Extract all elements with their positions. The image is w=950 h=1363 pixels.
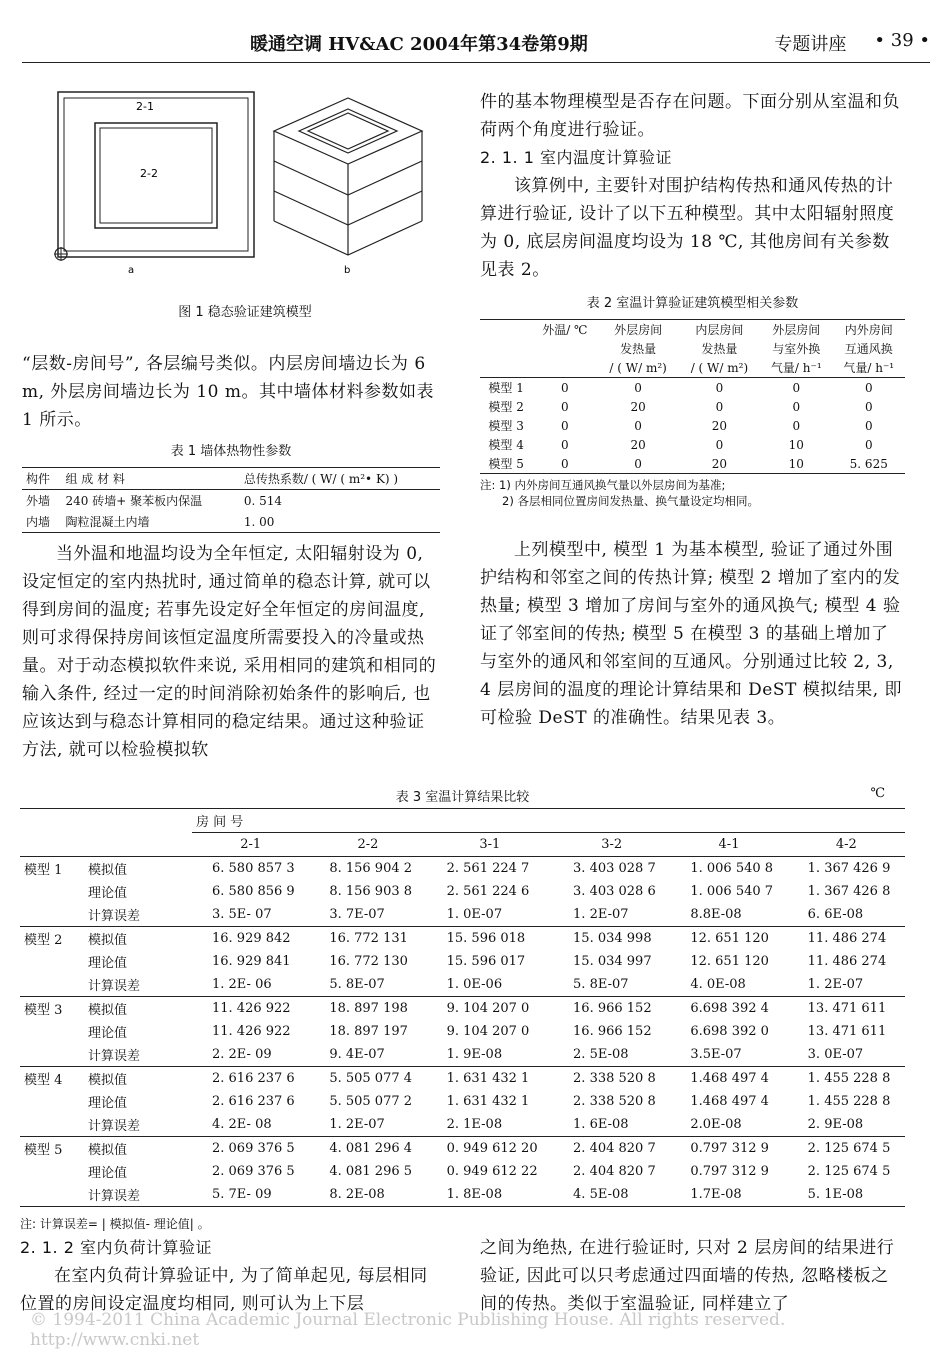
table-cell: 3.5E-07 (690, 1047, 742, 1062)
table-cell: 1. 367 426 9 (807, 861, 891, 876)
table-2-header: 气量/ h⁻¹ (770, 361, 822, 375)
table-3 (20, 786, 905, 1232)
bottom-right (480, 1234, 905, 1318)
model-label (20, 1183, 84, 1207)
bottom-right-text: 之间为绝热, 在进行验证时, 只对 2 层房间的结果进行验证, 因此可以只考虑通过四面墙的传热, 忽略楼板之间的传热。类似于室温验证, 同样建立了 (480, 1238, 895, 1314)
table-cell: 20 (711, 456, 728, 471)
row-label: 理论值 (88, 956, 128, 971)
table-cell: 16. 929 842 (212, 931, 291, 946)
table-2-header (480, 339, 532, 358)
table-row (22, 511, 440, 533)
table-cell: 13. 471 611 (807, 1001, 887, 1016)
table-cell: 11. 426 922 (212, 1024, 291, 1039)
table-cell: 8. 156 904 2 (329, 861, 413, 876)
model-label (20, 1090, 84, 1113)
section-title: 专题讲座 (774, 34, 847, 55)
table-cell: 18. 897 198 (329, 1001, 408, 1016)
table-cell: 2. 616 237 6 (212, 1094, 295, 1109)
table-2-header-row (480, 358, 905, 378)
table-cell: 8. 156 903 8 (329, 884, 413, 899)
table-cell: 2. 069 376 5 (212, 1164, 295, 1179)
figure-1 (40, 75, 460, 305)
table-2-header: 与室外换 (772, 342, 821, 356)
room-header: 4-2 (835, 837, 857, 852)
table-cell: 0 (561, 437, 569, 452)
table-2-title: 表 2 室温计算验证建筑模型相关参数 (586, 296, 799, 311)
table-row (480, 378, 905, 398)
table-cell: 1.7E-08 (690, 1187, 742, 1202)
table-row (20, 950, 905, 973)
table-cell: 12. 651 120 (690, 931, 769, 946)
model-label (20, 903, 84, 927)
model-label: 模型 3 (24, 1003, 63, 1018)
table-cell: 2. 1E-08 (446, 1117, 503, 1132)
table-row (20, 857, 905, 881)
table-2-header-row (480, 320, 905, 340)
row-label: 计算误差 (88, 1119, 141, 1134)
label-b: b (344, 265, 351, 276)
table-2-header: 发热量 (620, 342, 657, 356)
table-cell: 1. 2E-07 (329, 1117, 385, 1132)
bottom-left-text: 在室内负荷计算验证中, 为了简单起见, 每层相同位置的房间设定温度均相同, 则可认为上下层 (20, 1266, 428, 1314)
row-label: 模拟值 (88, 1143, 128, 1158)
room-header: 4-1 (718, 837, 740, 852)
table-2-header: 发热量 (701, 342, 738, 356)
table-cell: 5. 7E- 09 (212, 1187, 272, 1202)
table-cell: 15. 596 017 (446, 954, 526, 969)
table-cell: 10 (788, 456, 804, 471)
roof-inner-room-2 (308, 113, 388, 149)
row-label: 计算误差 (88, 909, 141, 924)
table-cell: 3. 403 028 7 (573, 861, 656, 876)
table-cell: 16. 772 131 (329, 931, 408, 946)
table-cell: 0.797 312 9 (690, 1141, 769, 1156)
table-cell: 4. 0E-08 (690, 977, 746, 992)
table-cell: 15. 596 018 (446, 931, 526, 946)
table-row (20, 973, 905, 997)
table-cell: 1. 0E-07 (446, 907, 503, 922)
table-cell: 3. 403 028 6 (573, 884, 656, 899)
page-number: • 39 • (874, 30, 930, 51)
table-cell: 13. 471 611 (807, 1024, 887, 1039)
table-2-note-1: 注: 1) 内外房间互通风换气量以外层房间为基准; (480, 478, 726, 492)
table-cell: 5. 505 077 2 (329, 1094, 413, 1109)
table-2 (480, 292, 905, 509)
model-label (20, 1160, 84, 1183)
bottom-left (20, 1234, 440, 1318)
table-2-note-2: 2) 各层相同位置房间发热量、换气量设定均相同。 (502, 494, 759, 508)
table-cell: 1.468 497 4 (690, 1094, 769, 1109)
isometric-building (274, 98, 422, 255)
table-cell: 1.468 497 4 (690, 1071, 769, 1086)
journal-title: 暖通空调 HV&AC 2004年第34卷第9期 (250, 34, 588, 55)
left-p1-text: “层数-房间号”, 各层编号类似。内层房间墙边长为 6 m, 外层房间墙边长为 10 m。其中墙体材料参数如表 1 所示。 (22, 354, 434, 430)
table-3-corner (20, 809, 84, 833)
table-cell: 6.698 392 4 (690, 1001, 769, 1016)
table-2-header (480, 358, 532, 378)
figure-1-svg (40, 75, 460, 305)
row-label: 计算误差 (88, 1049, 141, 1064)
label-room-2-2: 2-2 (140, 167, 158, 180)
model-label (20, 1020, 84, 1043)
table-cell: 1. 455 228 8 (807, 1071, 891, 1086)
table-cell: 0 (561, 456, 569, 471)
row-label: 模拟值 (88, 1003, 128, 1018)
table-2-header: 内外房间 (844, 323, 893, 337)
table-row (20, 903, 905, 927)
table-3-rooms-row (20, 833, 905, 857)
table-row (20, 1137, 905, 1161)
row-label: 理论值 (88, 1166, 128, 1181)
right-paragraph-1 (480, 88, 905, 284)
table-row (20, 1113, 905, 1137)
table-2-header: 内层房间 (695, 323, 744, 337)
table-cell: 0 (864, 399, 873, 414)
left-paragraph-1 (22, 350, 440, 434)
table-cell: 4. 5E-08 (573, 1187, 629, 1202)
table-row (20, 1090, 905, 1113)
table-cell: 11. 486 274 (807, 931, 887, 946)
table-cell: 0 (792, 399, 801, 414)
right-p3-text: 上列模型中, 模型 1 为基本模型, 验证了通过外围护结构和邻室之间的传热计算; 模型 2 增加了室内的发热量; 模型 3 增加了房间与室外的通风换气; 模型 4 验证了邻室间的传热; 模型 5 在模型 3 的基础上增加了与室外的通风和邻室间的互通风。分别通过比较 2, 3, 4 层房间的温度的理论计算结果和 DeST 模拟结果, 即可检验 DeST 的准确性。结果见表 3。 (480, 540, 903, 728)
table-cell: 10 (788, 437, 804, 452)
table-cell: 0 (715, 399, 724, 414)
table-cell: 2.0E-08 (690, 1117, 742, 1132)
table-cell: 模型 5 (488, 457, 524, 471)
table-cell: 15. 034 998 (573, 931, 652, 946)
table-cell: 1. 00 (243, 514, 275, 529)
table-cell: 1. 8E-08 (446, 1187, 503, 1202)
table-3-corner (84, 809, 192, 833)
table-3-title: 表 3 室温计算结果比较 (395, 790, 530, 805)
table-cell: 16. 966 152 (573, 1001, 652, 1016)
table-cell: 0 (561, 380, 569, 395)
table-cell: 16. 966 152 (573, 1024, 652, 1039)
table-cell: 2. 616 237 6 (212, 1071, 295, 1086)
table-cell: 2. 9E-08 (807, 1117, 864, 1132)
table-cell: 5. 625 (849, 456, 888, 471)
table-3-corner (20, 833, 84, 857)
table-cell: 0.797 312 9 (690, 1164, 769, 1179)
table-cell: 5. 1E-08 (807, 1187, 864, 1202)
table-row (480, 454, 905, 474)
table-2-header: 气量/ h⁻¹ (843, 361, 895, 375)
table-2-header-row (480, 339, 905, 358)
left-paragraph-2 (22, 540, 440, 764)
table-cell: 2. 561 224 7 (446, 861, 530, 876)
table-1-header: 总传热系数/ ( W/ ( m²• K) ) (243, 472, 399, 486)
table-cell: 2. 404 820 7 (573, 1141, 656, 1156)
room-header: 3-2 (601, 837, 623, 852)
table-cell: 11. 426 922 (212, 1001, 291, 1016)
table-cell: 0. 514 (243, 493, 282, 508)
right-paragraph-3 (480, 536, 905, 732)
table-2-grid (480, 319, 905, 474)
table-cell: 0. 949 612 20 (446, 1141, 538, 1156)
table-cell: 0 (561, 399, 569, 414)
table-row (480, 435, 905, 454)
table-cell: 6. 580 857 3 (212, 861, 295, 876)
table-cell: 5. 8E-07 (573, 977, 629, 992)
table-cell: 9. 104 207 0 (446, 1024, 530, 1039)
table-3-grid (20, 808, 905, 1207)
table-cell: 15. 034 997 (573, 954, 652, 969)
model-label: 模型 1 (24, 863, 63, 878)
row-label: 计算误差 (88, 1189, 141, 1204)
table-cell: 2. 561 224 6 (446, 884, 530, 899)
table-3-room-header: 房 间 号 (192, 809, 905, 833)
page-header (250, 30, 930, 56)
table-row (20, 927, 905, 951)
table-cell: 6.698 392 0 (690, 1024, 769, 1039)
table-cell: 0 (715, 380, 724, 395)
table-row (20, 1183, 905, 1207)
table-cell: 20 (711, 418, 728, 433)
table-cell: 4. 081 296 5 (329, 1164, 413, 1179)
table-2-header: 外层房间 (772, 323, 821, 337)
table-cell: 模型 1 (488, 381, 524, 395)
model-label: 模型 4 (24, 1073, 63, 1088)
table-2-header: 互通风换 (844, 342, 893, 356)
table-cell: 外墙 (26, 494, 51, 508)
table-cell: 1. 006 540 8 (690, 861, 774, 876)
table-cell: 20 (630, 399, 646, 414)
table-cell: 9. 4E-07 (329, 1047, 385, 1062)
table-cell: 3. 5E- 07 (212, 907, 272, 922)
table-cell: 0 (561, 418, 569, 433)
table-cell: 6. 6E-08 (807, 907, 864, 922)
table-cell: 0 (634, 418, 642, 433)
table-cell: 8.8E-08 (690, 907, 742, 922)
room-header: 3-1 (479, 837, 501, 852)
table-3-header-row (20, 809, 905, 833)
table-cell: 1. 2E- 06 (212, 977, 272, 992)
roof-inner-room (299, 109, 397, 153)
model-label: 模型 2 (24, 933, 63, 948)
model-label (20, 973, 84, 997)
table-2-header: 外层房间 (614, 323, 663, 337)
table-cell: 1. 9E-08 (446, 1047, 503, 1062)
row-label: 理论值 (88, 1096, 128, 1111)
table-cell: 0 (634, 456, 642, 471)
row-label: 模拟值 (88, 933, 128, 948)
room-header: 2-2 (357, 837, 379, 852)
section-2-1-2: 2. 1. 2 室内负荷计算验证 (20, 1238, 212, 1257)
table-2-header (480, 320, 532, 340)
table-1-title: 表 1 墙体热物性参数 (170, 444, 292, 459)
table-cell: 16. 929 841 (212, 954, 291, 969)
table-cell: 1. 631 432 1 (446, 1094, 530, 1109)
table-cell: 1. 455 228 8 (807, 1094, 891, 1109)
table-cell: 0 (792, 418, 801, 433)
table-row (480, 397, 905, 416)
row-label: 理论值 (88, 1026, 128, 1041)
label-a: a (128, 265, 135, 276)
table-cell: 11. 486 274 (807, 954, 887, 969)
model-label (20, 950, 84, 973)
table-row (20, 1067, 905, 1091)
table-cell: 0 (864, 418, 873, 433)
table-cell: 8. 2E-08 (329, 1187, 385, 1202)
row-label: 计算误差 (88, 979, 141, 994)
table-cell: 16. 772 130 (329, 954, 408, 969)
table-3-unit: ℃ (870, 786, 885, 801)
table-cell: 1. 006 540 7 (690, 884, 774, 899)
table-1-header: 构件 (26, 472, 51, 486)
row-label: 理论值 (88, 886, 128, 901)
table-2-header (532, 339, 597, 358)
table-cell: 1. 2E-07 (807, 977, 864, 992)
model-label (20, 1113, 84, 1137)
table-3-corner (84, 833, 192, 857)
table-cell: 1. 6E-08 (573, 1117, 629, 1132)
table-cell: 5. 8E-07 (329, 977, 385, 992)
table-1-header-row (22, 468, 440, 490)
table-cell: 2. 404 820 7 (573, 1164, 656, 1179)
table-cell: 4. 2E- 08 (212, 1117, 272, 1132)
table-cell: 6. 580 856 9 (212, 884, 295, 899)
table-cell: 2. 2E- 09 (212, 1047, 272, 1062)
table-row (20, 1160, 905, 1183)
right-p2-text: 该算例中, 主要针对围护结构传热和通风传热的计算进行验证, 设计了以下五种模型。其中太阳辐射照度为 0, 底层房间温度均设为 18 ℃, 其他房间有关参数见表 2。 (480, 176, 895, 280)
table-cell: 模型 3 (488, 419, 524, 433)
table-cell: 陶粒混凝土内墙 (65, 515, 150, 529)
table-cell: 1. 2E-07 (573, 907, 629, 922)
table-cell: 1. 367 426 8 (807, 884, 891, 899)
table-2-header: / ( W/ m²) (690, 360, 749, 375)
table-cell: 18. 897 197 (329, 1024, 408, 1039)
right-p1-text: 件的基本物理模型是否存在问题。下面分别从室温和负荷两个角度进行验证。 (480, 92, 900, 140)
table-cell: 0 (715, 437, 724, 452)
table-2-header: 外温/ ℃ (542, 323, 588, 337)
table-2-header (532, 358, 597, 378)
model-label (20, 880, 84, 903)
table-3-note: 注: 计算误差= | 模拟值- 理论值| 。 (20, 1217, 210, 1231)
table-1 (22, 440, 440, 533)
table-cell: 2. 125 674 5 (807, 1141, 891, 1156)
table-cell: 3. 7E-07 (329, 907, 385, 922)
row-label: 模拟值 (88, 863, 128, 878)
table-row (20, 880, 905, 903)
table-cell: 1. 631 432 1 (446, 1071, 530, 1086)
table-cell: 内墙 (26, 515, 51, 529)
table-cell: 5. 505 077 4 (329, 1071, 413, 1086)
table-cell: 2. 5E-08 (573, 1047, 629, 1062)
table-cell: 240 砖墙+ 聚苯板内保温 (65, 494, 203, 508)
table-2-header: / ( W/ m²) (609, 360, 667, 375)
figure-1-caption: 图 1 稳态验证建筑模型 (178, 305, 312, 320)
table-1-header: 组 成 材 料 (65, 472, 125, 486)
table-cell: 9. 104 207 0 (446, 1001, 530, 1016)
table-cell: 模型 2 (488, 400, 524, 414)
table-cell: 4. 081 296 4 (329, 1141, 413, 1156)
table-cell: 0 (634, 380, 642, 395)
table-row (20, 997, 905, 1021)
table-cell: 0 (864, 437, 873, 452)
table-cell: 20 (630, 437, 646, 452)
table-cell: 2. 338 520 8 (573, 1071, 656, 1086)
table-cell: 2. 069 376 5 (212, 1141, 295, 1156)
left-p2-text: 当外温和地温均设为全年恒定, 太阳辐射设为 0, 设定恒定的室内热扰时, 通过简单的稳态计算, 就可以得到房间的温度; 若事先设定好全年恒定的房间温度, 则可求得保持房间该恒定温度所需要投入的冷量或热量。对于动态模拟软件来说, 采用相同的建筑和相同的输入条件, 经过一定的时间消除初始条件的影响后, 也应该达到与稳态计算相同的稳定结果。通过这种验证方法, 就可以检验模拟软 (22, 544, 437, 760)
table-cell: 3. 0E-07 (807, 1047, 864, 1062)
table-cell: 1. 0E-06 (446, 977, 503, 992)
room-header: 2-1 (240, 837, 262, 852)
roof-outline (274, 98, 422, 164)
header-rule (22, 62, 930, 63)
table-row (20, 1043, 905, 1067)
model-label: 模型 5 (24, 1143, 63, 1158)
table-cell: 12. 651 120 (690, 954, 769, 969)
table-cell: 0 (864, 380, 873, 395)
row-label: 模拟值 (88, 1073, 128, 1088)
section-2-1-1: 2. 1. 1 室内温度计算验证 (480, 148, 672, 167)
table-row (20, 1020, 905, 1043)
table-row (480, 416, 905, 435)
model-label (20, 1043, 84, 1067)
table-row (22, 490, 440, 512)
table-1-grid (22, 467, 440, 533)
table-cell: 模型 4 (488, 438, 524, 452)
table-cell: 2. 125 674 5 (807, 1164, 891, 1179)
table-cell: 2. 338 520 8 (573, 1094, 656, 1109)
table-cell: 0. 949 612 22 (446, 1164, 538, 1179)
copyright-footer: © 1994-2011 China Academic Journal Electronic Publishing House. All rights reserved. http://www.cnki.net (30, 1310, 786, 1350)
label-room-2-1: 2-1 (136, 100, 154, 113)
table-cell: 0 (792, 380, 801, 395)
